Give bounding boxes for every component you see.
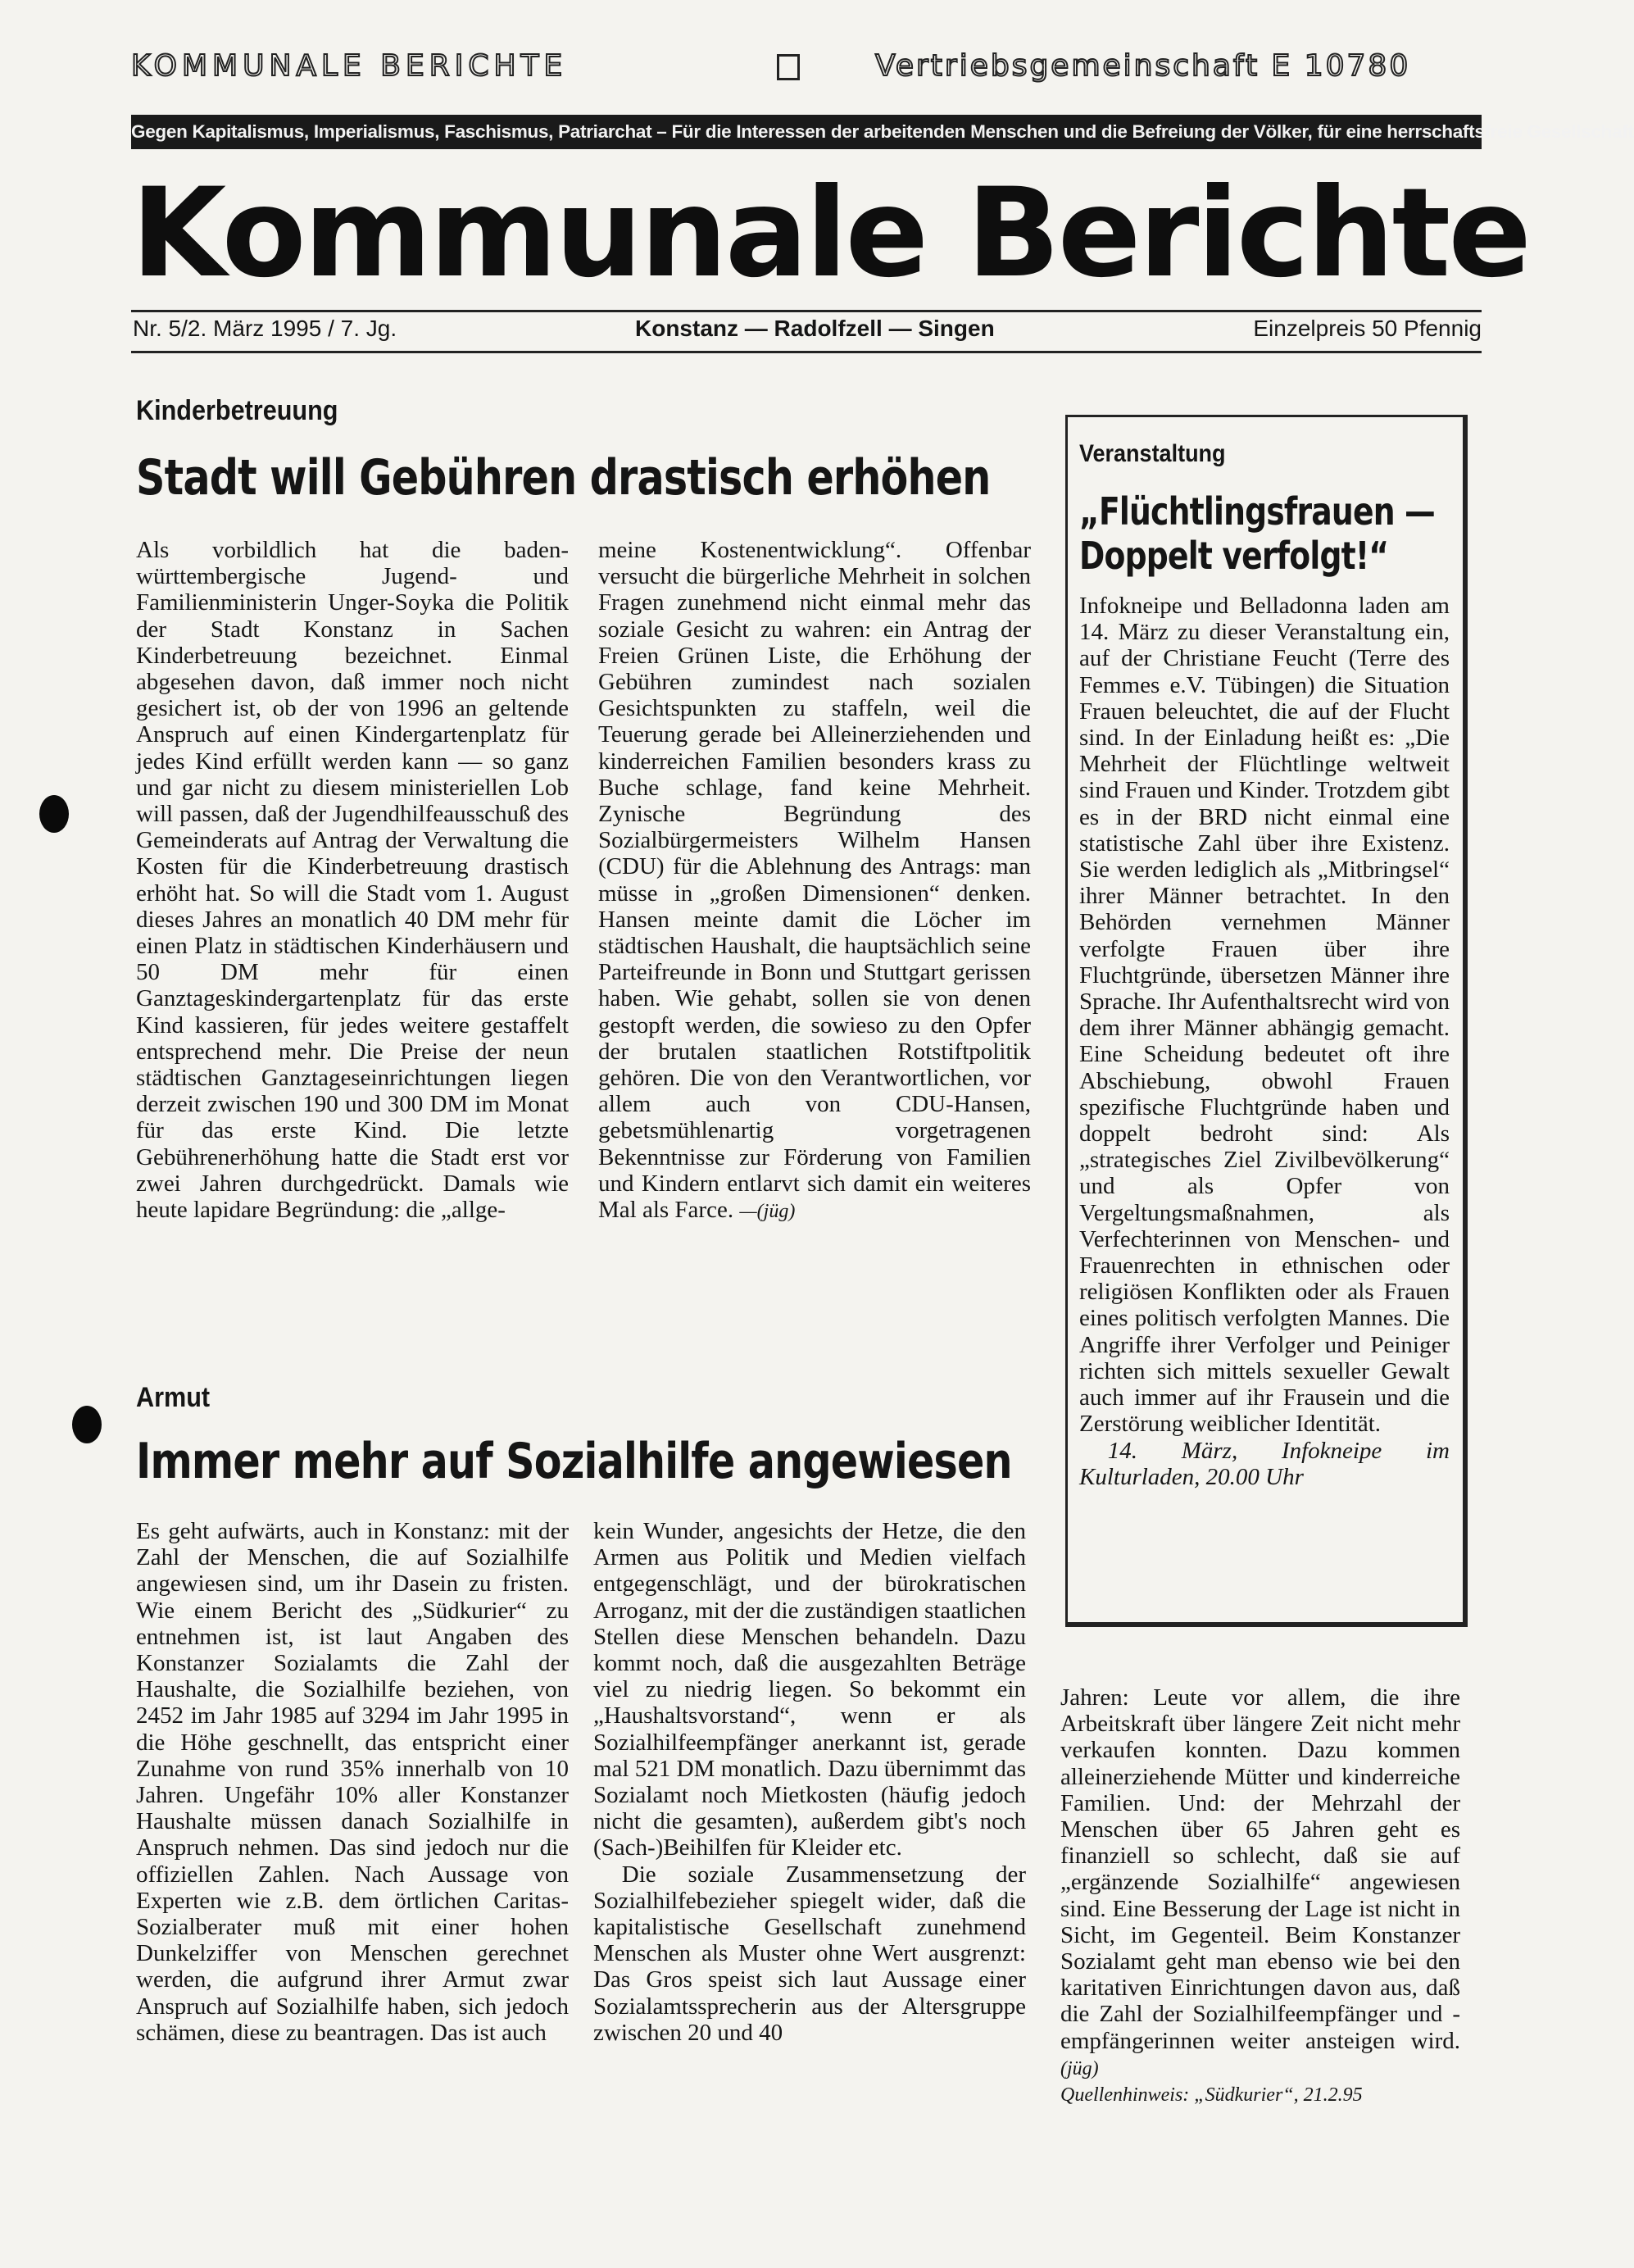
article1-column-2 bbox=[598, 537, 1031, 1225]
event-note: 14. März, Infokneipe im Kulturladen, 20.00 Uhr bbox=[1079, 1437, 1450, 1490]
punch-hole bbox=[39, 795, 69, 833]
article2-column-3 bbox=[1060, 1684, 1460, 2108]
event-headline: „Flüchtlingsfrauen — Doppelt verfolgt!“ bbox=[1079, 489, 1435, 578]
event-kicker: Veranstaltung bbox=[1079, 440, 1226, 467]
slogan-bar: Gegen Kapitalismus, Imperialismus, Faschismus, Patriarchat – Für die Interessen der arbeitenden Menschen und die Befreiung der Völker, für eine herrschaftsfreie Gesellschaft bbox=[131, 115, 1482, 149]
newspaper-title: Kommunale Berichte bbox=[131, 162, 1530, 305]
article2-paragraph bbox=[1060, 1684, 1460, 2082]
article1-kicker: Kinderbetreuung bbox=[136, 395, 338, 426]
event-box bbox=[1065, 415, 1468, 1627]
issue-number: Nr. 5/2. März 1995 / 7. Jg. bbox=[133, 316, 397, 341]
masthead-square-icon bbox=[777, 54, 800, 80]
punch-hole bbox=[72, 1406, 102, 1443]
article2-paragraph: kein Wunder, angesichts der Hetze, die den Armen aus Politik und Medien vielfach entgegenschlägt, und der bürokratischen Arroganz, mit der die zuständigen staatlichen Stellen diese Menschen behandeln. Dazu kommt noch, daß die ausgezahlten Beträge viel zu niedrig liegen. So bekommt ein „Haushaltsvorstand“, wenn er als Sozialhilfeempfänger anerkannt ist, gerade mal 521 DM monatlich. Dazu übernimmt das Sozialamt noch Mietkosten (häufig jedoch nicht die gesamten), außerdem gibt's noch (Sach-)Beihilfen für Kleider etc. bbox=[593, 1518, 1026, 1861]
article1-signature: —(jüg) bbox=[739, 1201, 796, 1223]
article2-headline: Immer mehr auf Sozialhilfe angewiesen bbox=[136, 1433, 1012, 1490]
article1-paragraph bbox=[598, 537, 1031, 1225]
issue-price: Einzelpreis 50 Pfennig bbox=[1253, 316, 1482, 341]
article2-source: Quellenhinweis: „Südkurier“, 21.2.95 bbox=[1060, 2084, 1363, 2107]
masthead-top-left: KOMMUNALE BERICHTE bbox=[131, 49, 568, 83]
article2-paragraph: Es geht aufwärts, auch in Konstanz: mit der Zahl der Menschen, die auf Sozialhilfe angewiesen sind, um ihr Dasein zu fristen. Wie einem Bericht des „Südkurier“ zu entnehmen ist, ist laut Angaben des Konstanzer Sozialamts die Zahl der Haushalte, die Sozialhilfe beziehen, von 2452 im Jahr 1985 auf 3294 im Jahr 1995 in die Höhe geschnellt, das entspricht einer Zunahme von rund 35% innerhalb von 10 Jahren. Ungefähr 10% aller Konstanzer Haushalte müssen danach Sozialhilfe in Anspruch nehmen. Das sind jedoch nur die offiziellen Zahlen. Nach Aussage von Experten wie z.B. dem örtlichen Caritas-Sozialberater muß mit einer hohen Dunkelziffer von Menschen gerechnet werden, die aufgrund ihrer Armut zwar Anspruch auf Sozialhilfe haben, sich jedoch schämen, diese zu beantragen. Das ist auch bbox=[136, 1518, 569, 2046]
article2-text: Jahren: Leute vor allem, die ihre Arbeitskraft über längere Zeit nicht mehr verkaufen konnten. Dazu kommen alleinerziehende Mütter und kinderreiche Familien. Und: der Mehrzahl der Menschen über 65 Jahren geht es finanziell so schlecht, daß sie auf „ergänzende Sozialhilfe“ angewiesen sind. Eine Besserung der Lage ist nicht in Sicht, im Gegenteil. Beim Konstanzer Sozialamt geht man ebenso wie bei den karitativen Einrichtungen davon aus, daß die Zahl der Sozialhilfeempfänger und -empfängerinnen weiter ansteigen wird. bbox=[1060, 1684, 1460, 2054]
event-paragraph: Infokneipe und Belladonna laden am 14. März zu dieser Veranstaltung ein, auf der Christiane Feucht (Terre des Femmes e.V. Tübingen) die Situation Frauen beleuchtet, die auf der Flucht sind. In der Einladung heißt es: „Die Mehrheit der Flüchtlinge weltweit sind Frauen und Kinder. Trotzdem gibt es in der BRD nicht einmal eine statistische Zahl über ihre Existenz. Sie werden lediglich als „Mitbringsel“ ihrer Männer betrachtet. In den Behörden vernehmen Männer verfolgte Frauen über ihre Fluchtgründe, übersetzen Männer ihre Sprache. Ihr Aufenthaltsrecht wird von dem ihrer Männer abhängig gemacht. Eine Scheidung bedeutet oft ihre Abschiebung, obwohl Frauen spezifische Fluchtgründe haben und doppelt bedroht sind: Als „strategisches Ziel Zivilbevölkerung“ und als Opfer von Vergeltungsmaßnahmen, als Verfechterinnen von Menschen- und Frauenrechten in ethnischen oder religiösen Konflikten oder als Frauen eines politisch verfolgten Mannes. Die Angriffe ihrer Verfolger und Peiniger richten sich mittels sexueller Gewalt auch immer auf ihr Frausein und die Zerstörung weiblicher Identität. bbox=[1079, 593, 1450, 1438]
event-body bbox=[1079, 593, 1450, 1490]
divider bbox=[131, 310, 1482, 312]
article1-text: meine Kostenentwicklung“. Offenbar versucht die bürgerliche Mehrheit in solchen Fragen zunehmend nicht einmal mehr das soziale Gesicht zu wahren: ein Antrag der Freien Grünen Liste, die Erhöhung der Gebühren zumindest nach sozialen Gesichtspunkten zu staffeln, weil die Teuerung gerade bei Alleinerziehenden und kinderreichen Familien besonders krass zu Buche schlage, fand keine Mehrheit. Zynische Begründung des Sozialbürgermeisters Wilhelm Hansen (CDU) für die Ablehnung des Antrags: man müsse in „großen Dimensionen“ denken. Hansen meinte damit die Löcher im städtischen Haushalt, die hauptsächlich seine Parteifreunde in Bonn und Stuttgart gerissen haben. Wie gehabt, sollen sie von denen gestopft werden, die sowieso zu den Opfer der brutalen staatlichen Rotstiftpolitik gehören. Die von den Verantwortlichen, vor allem auch von CDU-Hansen, gebetsmühlenartig vorgetragenen Bekenntnisse zur Förderung von Familien und Kindern entlarvt sich damit ein weiteres Mal als Farce. bbox=[598, 537, 1031, 1224]
article2-column-2 bbox=[593, 1518, 1026, 2046]
masthead-top-right: Vertriebsgemeinschaft E 10780 bbox=[875, 49, 1411, 83]
article1-paragraph: Als vorbildlich hat die baden-württembergische Jugend- und Familienministerin Unger-Soyka die Politik der Stadt Konstanz in Sachen Kinderbetreuung bezeichnet. Einmal abgesehen davon, daß immer noch nicht gesichert ist, ob der von 1996 an geltende Anspruch auf einen Kindergartenplatz für jedes Kind erfüllt werden kann — so ganz und gar nicht zu diesem ministeriellen Lob will passen, daß der Jugendhilfeausschuß des Gemeinderats auf Antrag der Verwaltung die Kosten für die Kinderbetreuung drastisch erhöht hat. So will die Stadt vom 1. August dieses Jahres an monatlich 40 DM mehr für einen Platz in städtischen Kinderhäusern und 50 DM mehr für einen Ganztageskindergartenplatz für das erste Kind kassieren, für jedes weitere gestaffelt entsprechend mehr. Die Preise der neun städtischen Ganztageseinrichtungen liegen derzeit zwischen 190 und 300 DM im Monat für das erste Kind. Die letzte Gebührenerhöhung hatte die Stadt erst vor zwei Jahren durchgedrückt. Damals wie heute lapidare Begründung: die „allge- bbox=[136, 537, 569, 1224]
issue-places: Konstanz — Radolfzell — Singen bbox=[635, 316, 995, 341]
divider bbox=[131, 351, 1482, 353]
article2-column-1 bbox=[136, 1518, 569, 2046]
article2-kicker: Armut bbox=[136, 1382, 211, 1413]
article2-signature: (jüg) bbox=[1060, 2057, 1099, 2079]
article1-column-1 bbox=[136, 537, 569, 1223]
article1-headline: Stadt will Gebühren drastisch erhöhen bbox=[136, 449, 991, 507]
article2-paragraph: Die soziale Zusammensetzung der Sozialhilfebezieher spiegelt wider, daß die kapitalistische Gesellschaft zunehmend Menschen als Muster ohne Wert ausgrenzt: Das Gros speist sich laut Aussage einer Sozialamtssprecherin aus der Altersgruppe zwischen 20 und 40 bbox=[593, 1861, 1026, 2046]
